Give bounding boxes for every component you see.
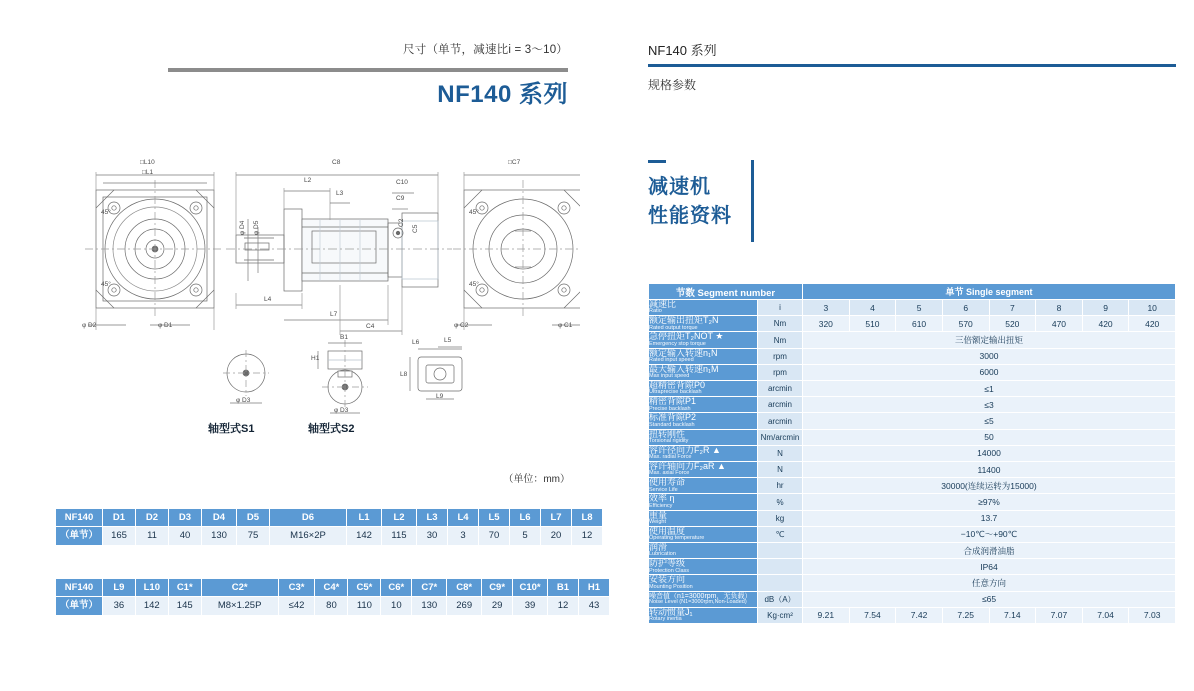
dimension-note-wrap [168, 40, 568, 58]
label-cn: 额定输入转速n₁N [649, 347, 718, 358]
cell-value: ≤65 [803, 591, 1176, 607]
cell-header: L2 [382, 509, 417, 527]
table-row [649, 591, 1176, 607]
left-page-title: NF140 系列 [437, 81, 568, 108]
cell-row-label: （单节） [56, 597, 103, 616]
dim-label-phiD5: φ D5 [253, 220, 260, 235]
cell-header: C2* [201, 579, 278, 597]
cell-unit: Kg·cm² [758, 607, 803, 623]
cell-unit: % [758, 494, 803, 510]
cell-value: 10 [1129, 300, 1176, 316]
cell-value: 12 [572, 527, 603, 546]
cell-row-label [649, 559, 758, 575]
label-cn: 超精密背隙P0 [649, 380, 706, 391]
cell-row-label [649, 543, 758, 559]
table-row [649, 478, 1176, 494]
cell-value: 320 [803, 316, 850, 332]
left-title-rule [168, 68, 568, 72]
label-cn: 使用温度 [649, 525, 686, 536]
cell-value: 7.14 [989, 607, 1036, 623]
cell-value: 420 [1082, 316, 1129, 332]
cell-header: L7 [541, 509, 572, 527]
cell-value: 13.7 [803, 510, 1176, 526]
cell-value: 115 [382, 527, 417, 546]
cell-value: 合成润滑油脂 [803, 543, 1176, 559]
cell-value: 9.21 [803, 607, 850, 623]
dim-label-angle-3: 45° [469, 209, 479, 216]
cell-value: ≥97% [803, 494, 1176, 510]
label-cn: 重量 [649, 509, 668, 520]
cell-value: 510 [849, 316, 896, 332]
cell-value: 145 [168, 597, 201, 616]
dim-label-L10: □L10 [140, 159, 155, 166]
cell-header: L3 [417, 509, 448, 527]
dim-label-C7: □C7 [508, 159, 521, 166]
dim-label-C9: C9 [396, 195, 405, 202]
right-panel [630, 0, 1194, 691]
cell-row-label [649, 381, 758, 397]
label-cn: 减速比 [649, 299, 677, 309]
cell-row-label [649, 445, 758, 461]
cell-header: C5* [348, 579, 381, 597]
cell-header: L8 [572, 509, 603, 527]
cell-value: 165 [103, 527, 136, 546]
table-row [649, 364, 1176, 380]
label-en: Lubrication [649, 551, 676, 558]
dimension-note: 尺寸（单节，减速比i = 3～10） [403, 44, 568, 56]
cell-header: C8* [447, 579, 482, 597]
table-row [56, 597, 610, 616]
table-row [649, 526, 1176, 542]
cell-value: 50 [803, 429, 1176, 445]
cell-row-label-ratio [649, 300, 758, 316]
cell-row-label [649, 316, 758, 332]
cell-value: 70 [479, 527, 510, 546]
label-cn: 额定输出扭矩T₂N [649, 315, 719, 326]
dim-label-angle-4: 45° [469, 281, 479, 288]
label-en: Emergency stop torque [649, 340, 706, 347]
cell-header: C6* [381, 579, 412, 597]
table-row [649, 494, 1176, 510]
dim-label-H1: H1 [311, 355, 320, 362]
cell-header: C10* [513, 579, 548, 597]
cell-unit: kg [758, 510, 803, 526]
heading-dash [648, 160, 666, 163]
dim-label-L7: L7 [330, 311, 338, 318]
label-cn: 精密背隙P1 [649, 396, 697, 407]
cell-row-label [649, 526, 758, 542]
dim-label-phiD1: φ D1 [158, 322, 173, 329]
label-cn: 扭转刚性 [649, 428, 686, 439]
table-row [649, 397, 1176, 413]
table-row [56, 509, 603, 527]
cell-header-single-segment: 单节 Single segment [803, 284, 1176, 300]
cell-value: 7.25 [942, 607, 989, 623]
label-en: Precise backlash [649, 405, 691, 412]
cell-row-label [649, 607, 758, 623]
label-cn: 标准背隙P2 [649, 412, 697, 423]
cell-value: 39 [513, 597, 548, 616]
cell-unit: hr [758, 478, 803, 494]
right-title-rule [648, 64, 1176, 67]
cell-row-label [649, 510, 758, 526]
shaft-caption-s2: 轴型式S2 [308, 423, 355, 435]
dim-label-phiC1: φ C1 [558, 322, 573, 329]
cell-value: 7.54 [849, 607, 896, 623]
cell-unit [758, 559, 803, 575]
cell-row-label [649, 591, 758, 607]
label-cn: 润滑 [649, 542, 668, 553]
label-cn: 使用寿命 [649, 477, 686, 488]
dim-label-angle-1: 45° [101, 209, 111, 216]
cell-value: 12 [548, 597, 579, 616]
cell-header: B1 [548, 579, 579, 597]
cell-row-label [649, 429, 758, 445]
cell-value: 3 [803, 300, 850, 316]
cell-header: NF140 [56, 509, 103, 527]
dim-label-phiD3-s2: φ D3 [334, 407, 349, 414]
table-row [649, 607, 1176, 623]
dim-label-L9: L9 [436, 393, 444, 400]
cell-value: 3000 [803, 348, 1176, 364]
table-row [649, 429, 1176, 445]
table-row [649, 510, 1176, 526]
table-row [649, 284, 1176, 300]
cell-value: 任意方向 [803, 575, 1176, 591]
cell-unit [758, 543, 803, 559]
dim-label-C8: C8 [332, 159, 341, 166]
label-en: Max input speed [649, 373, 690, 380]
dim-label-C10: C10 [396, 179, 408, 186]
cell-header-segment: 节数 Segment number [649, 284, 803, 300]
cell-header: D5 [237, 509, 270, 527]
dimension-table-b [55, 578, 610, 616]
cell-header: C1* [168, 579, 201, 597]
cell-header: D6 [270, 509, 347, 527]
cell-header: C7* [412, 579, 447, 597]
label-en: Service Life [649, 486, 678, 493]
right-page-title: NF140 系列 [648, 43, 717, 58]
cell-value: ≤3 [803, 397, 1176, 413]
dimension-table-a [55, 508, 603, 546]
section-heading-block [648, 160, 763, 231]
cell-value: 6 [942, 300, 989, 316]
dim-label-L3: L3 [336, 190, 344, 197]
cell-row-label: （单节） [56, 527, 103, 546]
cell-row-label [649, 413, 758, 429]
cell-header: NF140 [56, 579, 103, 597]
cell-value: 40 [169, 527, 202, 546]
cell-header: C4* [315, 579, 348, 597]
cell-header: C9* [482, 579, 513, 597]
dim-label-L4: L4 [264, 296, 272, 303]
cell-value: 6000 [803, 364, 1176, 380]
dim-label-phiD4: φ D4 [239, 220, 246, 235]
cell-unit: dB（A） [758, 591, 803, 607]
label-en: Mounting Position [649, 583, 693, 590]
cell-value: 420 [1129, 316, 1176, 332]
table-row [649, 575, 1176, 591]
cell-row-label [649, 478, 758, 494]
dim-label-C5: C5 [412, 224, 419, 233]
table-row [649, 381, 1176, 397]
cell-value: 130 [412, 597, 447, 616]
cell-value: 142 [135, 597, 168, 616]
label-en: Noise Level (N1=3000rpm,Non-Loaded) [649, 598, 747, 605]
cell-header: L10 [135, 579, 168, 597]
table-row [649, 316, 1176, 332]
label-cn: 转动惯量J₁ [649, 606, 693, 617]
cell-value: 30 [417, 527, 448, 546]
cell-value: 142 [347, 527, 382, 546]
cell-value: IP64 [803, 559, 1176, 575]
label-cn: 急停扭矩T₂NOT ★ [649, 331, 724, 342]
label-en: Torsional rigidity [649, 438, 689, 445]
cell-value: 29 [482, 597, 513, 616]
label-en: Efficiency [649, 502, 673, 509]
cell-unit: ℃ [758, 526, 803, 542]
table-row [649, 332, 1176, 348]
cell-header: H1 [578, 579, 609, 597]
cell-value: 20 [541, 527, 572, 546]
dim-label-L2: L2 [304, 177, 312, 184]
label-cn: 噪音值（n1=3000rpm，无负载） [649, 592, 752, 600]
cell-value: 7 [989, 300, 1036, 316]
cell-header: D2 [136, 509, 169, 527]
label-en: Ratio [649, 308, 662, 315]
cell-value: 10 [381, 597, 412, 616]
cell-header: L1 [347, 509, 382, 527]
label-en: Protection Class [649, 567, 690, 574]
cell-unit: rpm [758, 348, 803, 364]
dim-label-phiC2: φ C2 [454, 322, 469, 329]
label-cn: 效率 η [649, 493, 675, 504]
technical-drawing [40, 135, 580, 455]
cell-row-label [649, 364, 758, 380]
dim-label-L1: □L1 [142, 169, 154, 176]
dim-label-L5: L5 [444, 337, 452, 344]
cell-header: D3 [169, 509, 202, 527]
label-cn: 容许径向力F₂R ▲ [649, 444, 721, 455]
label-en: Max. radial Force [649, 454, 692, 461]
cell-unit: Nm [758, 332, 803, 348]
dim-label-L8: L8 [400, 371, 408, 378]
cell-value: 三倍额定输出扭矩 [803, 332, 1176, 348]
cell-value: ≤5 [803, 413, 1176, 429]
label-cn: 安装方向 [649, 574, 686, 585]
cell-row-label [649, 462, 758, 478]
cell-value: 520 [989, 316, 1036, 332]
cell-value: 5 [510, 527, 541, 546]
cell-value: 36 [102, 597, 135, 616]
table-row [56, 527, 603, 546]
dim-label-B1: B1 [340, 334, 348, 341]
cell-value: 80 [315, 597, 348, 616]
cell-unit: Nm [758, 316, 803, 332]
cell-header: L4 [448, 509, 479, 527]
label-en: Rotary inertia [649, 616, 682, 623]
dim-label-C4: C4 [366, 323, 375, 330]
cell-value: 7.04 [1082, 607, 1129, 623]
cell-header: D4 [202, 509, 237, 527]
label-en: Weight [649, 519, 667, 526]
label-en: Rated output torque [649, 324, 698, 331]
table-row [649, 445, 1176, 461]
cell-value: 130 [202, 527, 237, 546]
cell-header: L6 [510, 509, 541, 527]
table-row [649, 462, 1176, 478]
cell-header: C3* [278, 579, 315, 597]
dim-label-C2: C2 [398, 218, 405, 227]
cell-value: 30000(连续运转为15000) [803, 478, 1176, 494]
cell-value: 11400 [803, 462, 1176, 478]
dim-label-phiD3-s1: φ D3 [236, 397, 251, 404]
heading-line-1: 减速机 [648, 176, 711, 198]
cell-unit: i [758, 300, 803, 316]
cell-unit: N [758, 462, 803, 478]
cell-unit: rpm [758, 364, 803, 380]
cell-row-label [649, 332, 758, 348]
table-row [649, 559, 1176, 575]
dim-label-phiD2: φ D2 [82, 322, 97, 329]
table-row [649, 348, 1176, 364]
cell-value: 11 [136, 527, 169, 546]
shaft-caption-s1: 轴型式S1 [208, 423, 255, 435]
label-en: Rated input speed [649, 357, 694, 364]
cell-value: 110 [348, 597, 381, 616]
table-row [649, 300, 1176, 316]
cell-row-label [649, 494, 758, 510]
spec-parameter-table [648, 283, 1176, 624]
label-cn: 最大输入转速n₁M [649, 363, 719, 374]
cell-row-label [649, 575, 758, 591]
cell-row-label [649, 397, 758, 413]
cell-unit: N [758, 445, 803, 461]
cell-value: 8 [1036, 300, 1083, 316]
cell-value: −10℃～+90℃ [803, 526, 1176, 542]
cell-unit: arcmin [758, 397, 803, 413]
cell-unit: arcmin [758, 381, 803, 397]
cell-value: 269 [447, 597, 482, 616]
label-cn: 防护等级 [649, 558, 686, 569]
cell-value: 610 [896, 316, 943, 332]
dim-label-L6: L6 [412, 339, 420, 346]
cell-unit [758, 575, 803, 591]
cell-value: 75 [237, 527, 270, 546]
cell-value: 7.07 [1036, 607, 1083, 623]
heading-vertical-bar [751, 160, 754, 242]
cell-value: 4 [849, 300, 896, 316]
label-en: Max. axial Force [649, 470, 690, 477]
label-en: Ultraprecise backlash [649, 389, 702, 396]
cell-row-label [649, 348, 758, 364]
label-en: Operating temperature [649, 535, 705, 542]
label-en: Standard backlash [649, 421, 695, 428]
cell-unit: arcmin [758, 413, 803, 429]
cell-value: 3 [448, 527, 479, 546]
cell-value: 43 [578, 597, 609, 616]
cell-value: 470 [1036, 316, 1083, 332]
cell-value: 7.42 [896, 607, 943, 623]
cell-value: ≤42 [278, 597, 315, 616]
cell-value: ≤1 [803, 381, 1176, 397]
cell-header: L9 [102, 579, 135, 597]
label-cn: 容许轴向力F₂aR ▲ [649, 461, 726, 472]
cell-unit: Nm/arcmin [758, 429, 803, 445]
cell-header: D1 [103, 509, 136, 527]
cell-value: 14000 [803, 445, 1176, 461]
cell-value: 7.03 [1129, 607, 1176, 623]
table-row [56, 579, 610, 597]
cell-value: M8×1.25P [201, 597, 278, 616]
table-row [649, 413, 1176, 429]
dim-label-angle-2: 45° [101, 281, 111, 288]
right-subtitle: 规格参数 [648, 78, 697, 92]
cell-value: 5 [896, 300, 943, 316]
heading-line-2: 性能资料 [648, 205, 732, 227]
cell-value: M16×2P [270, 527, 347, 546]
cell-value: 9 [1082, 300, 1129, 316]
unit-note: （单位：mm） [503, 474, 570, 485]
table-row [649, 543, 1176, 559]
cell-header: L5 [479, 509, 510, 527]
cell-value: 570 [942, 316, 989, 332]
